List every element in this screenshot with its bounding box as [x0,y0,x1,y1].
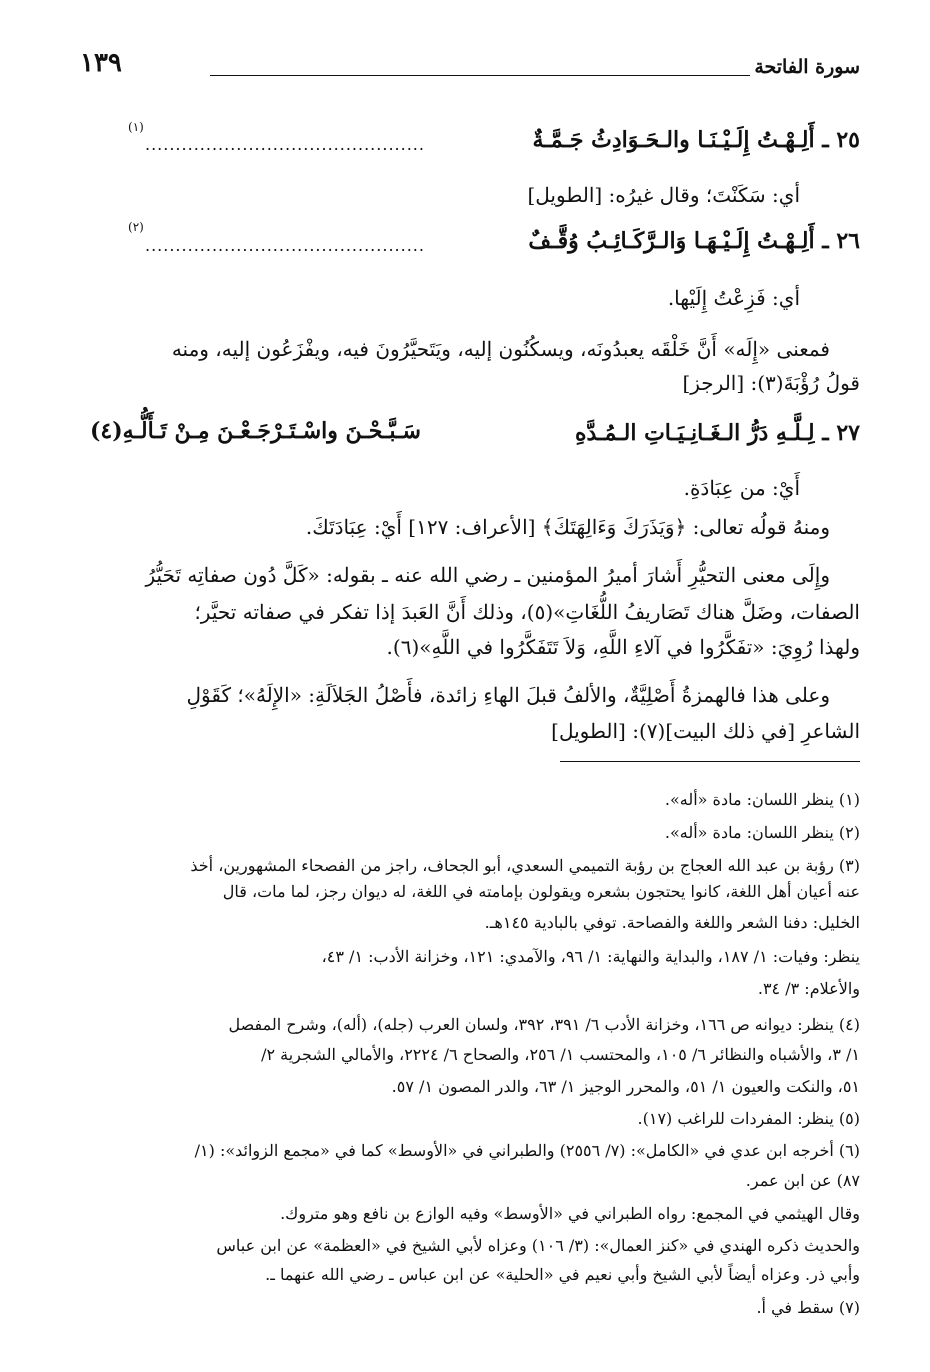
footnote-3-line-5: والأعلام: ٣/ ٣٤. [757,979,860,998]
page-number: ١٣٩ [80,48,122,78]
gloss-25: أي: سَكَنْتَ؛ وقال غيرُه: [الطويل] [527,183,800,207]
quran-citation-line: ومنهُ قولُه تعالى: ﴿وَيَذَرَكَ وَءَالِهَتَكَ﴾ [الأعراف: ١٢٧] أَيْ: عِبَادَتَكَ. [305,515,830,539]
gloss-26: أي: فَزِعْتُ إِلَيْها. [667,286,800,310]
footnote-3-line-1: (٣) رؤبة بن عبد الله العجاج بن رؤبة التميمي السعدي، أبو الجحاف، راجز من الفصحاء المشهورين، أخذ [190,856,860,875]
footnote-3-line-3: الخليل: دفنا الشعر واللغة والفصاحة. توفي بالبادية ١٤٥هـ. [484,913,860,932]
paragraph-2-line-1: وإِلَى معنى التحيُّرِ أَشارَ أميرُ المؤمنين ـ رضي الله عنه ـ بقوله: «كَلَّ دُون صفاتِه تَحَيُّرُ [145,563,830,587]
paragraph-3-line-2: الشاعرِ [في ذلك البيت](٧): [الطويل] [551,719,860,743]
verse-26: ٢٦ ـ أَلِـهْـتُ إِلَـيْـهَـا وَالـرَّكَـائِـبُ وُقَّـفٌ [528,228,860,254]
paragraph-2-line-2: الصفات، وضَلَّ هناك تَصَاريفُ اللُّغَاتِ»(٥)، وذلك أَنَّ العَبدَ إذا تفكر في صفاته تحيَّر؛ [194,600,860,624]
verse-27-first-hemistich: ٢٧ ـ لِـلَّـهِ دَرُّ الـغَـانِـيَـاتِ الـمُـدَّهِ [574,420,860,446]
gloss-27: أَيْ: من عِبَادَةِ. [683,476,800,500]
footnote-4-line-1: (٤) ينظر: ديوانه ص ١٦٦، وخزانة الأدب ٦/ ٣٩١، ٣٩٢، ولسان العرب (جله)، (أله)، وشرح المفصل [228,1015,860,1034]
paragraph-1-line-2: قولُ رُؤْبَةَ(٣): [الرجز] [682,371,860,395]
surah-title: سورة الفاتحة [754,56,860,78]
verse-26-dots: .............................................. [145,236,425,255]
verse-27-second-hemistich: سَـبَّـحْـنَ واسْـتَـرْجَـعْـنَ مِـنْ تَـأَلُّـهِ(٤) [90,418,421,444]
footnote-6-line-4: والحديث ذكره الهندي في «كنز العمال»: (٣/ ١٠٦) وعزاه لأبي الشيخ في «العظمة» عن ابن عباس [216,1236,860,1255]
footnote-3-line-2: عنه أعيان أهل اللغة، كانوا يحتجون بشعره ويقولون بإمامته في اللغة، له ديوان رجز، لما مات، قال [222,882,860,901]
footnote-3-line-4: ينظر: وفيات: ١/ ١٨٧، والبداية والنهاية: ١/ ٩٦، والآمدي: ١٢١، وخزانة الأدب: ١/ ٤٣، [321,947,860,966]
footnote-4-line-2: ١/ ٣، والأشباه والنظائر ٦/ ١٠٥، والمحتسب ١/ ٢٥٦، والصحاح ٦/ ٢٢٢٤، والأمالي الشجرية ٢/ [261,1045,860,1064]
verse-26-footnote-ref: (٢) [128,220,144,234]
footnote-2: (٢) ينظر اللسان: مادة «أله». [664,823,860,842]
footnote-5: (٥) ينظر: المفردات للراغب (١٧). [637,1109,860,1128]
paragraph-1-line-1: فمعنى «إِلَه» أَنَّ خَلْقَه يعبدُونَه، ويسكُنُون إليه، ويَتَحيَّرُونَ فيه، ويفْزَعُون إليه، ومنه [171,337,830,361]
header-rule [210,75,750,76]
footnote-6-line-3: وقال الهيثمي في المجمع: رواه الطبراني في «الأوسط» وفيه الوازع بن نافع وهو متروك. [280,1204,860,1223]
paragraph-2-line-3: ولهذا رُوِيَ: «تفَكَّرُوا في آلاءِ اللَّهِ، وَلاَ تَتَفَكَّرُوا في اللَّهِ»(٦). [386,635,860,659]
footnote-separator [560,761,860,762]
paragraph-3-line-1: وعلى هذا فالهمزةُ أَصْلِيَّةٌ، والألفُ قبلَ الهاءِ زائدة، فأَصْلُ الجَلاَلَةِ: «الإِلَهُ»؛ كَقَوْلِ [186,683,830,707]
verse-25: ٢٥ ـ أَلِـهْـتُ إِلَـيْـنَـا والـحَـوَادِثُ جَـمَّـةٌ [532,127,860,153]
footnote-7: (٧) سقط في أ. [756,1298,860,1317]
footnote-6-line-1: (٦) أخرجه ابن عدي في «الكامل»: (٧/ ٢٥٥٦) والطبراني في «الأوسط» كما في «مجمع الزوائد»: (١/ [194,1141,860,1160]
footnote-6-line-2: ٨٧) عن ابن عمر. [745,1171,860,1190]
page-header [80,48,860,88]
footnote-1: (١) ينظر اللسان: مادة «أله». [664,790,860,809]
footnote-6-line-5: وأبي ذر. وعزاه أيضاً لأبي الشيخ وأبي نعيم في «الحلية» عن ابن عباس ـ رضي الله عنهما ـ. [265,1265,860,1284]
verse-25-footnote-ref: (١) [128,120,144,134]
verse-25-dots: .............................................. [145,135,425,154]
footnote-4-line-3: ٥١، والنكت والعيون ١/ ٥١، والمحرر الوجيز ١/ ٦٣، والدر المصون ١/ ٥٧. [391,1077,860,1096]
